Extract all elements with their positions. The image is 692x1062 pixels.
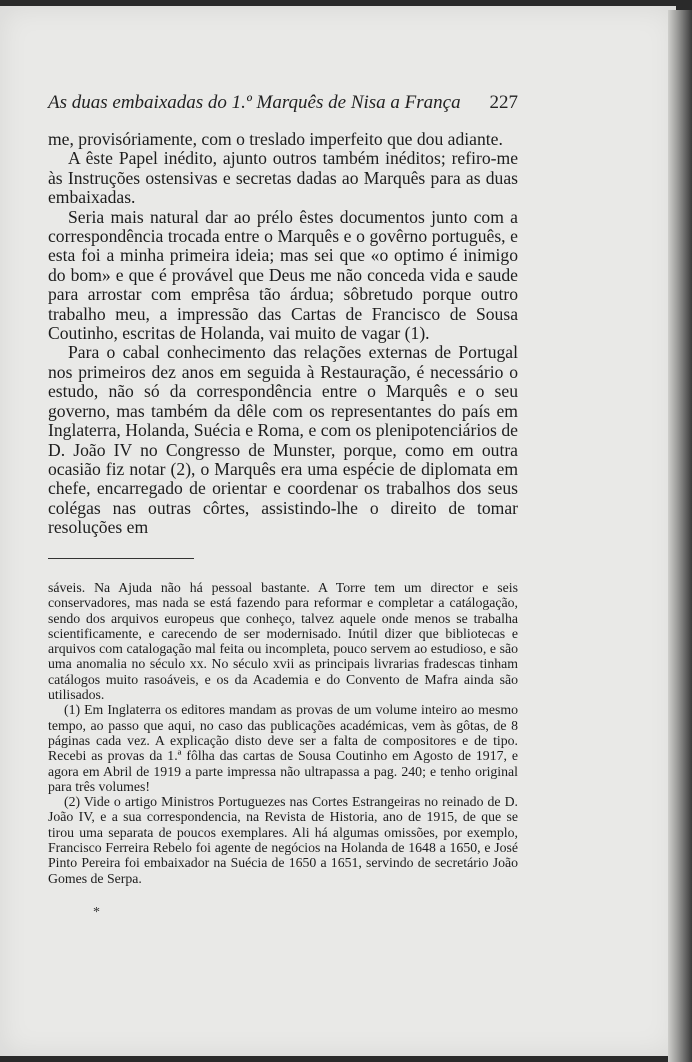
signature-mark: * [93, 905, 100, 920]
footnote-continuation: sáveis. Na Ajuda não há pessoal bastante. A Torre tem um director e seis conservadores, mas nada se está fazendo para reformar e completar a catálogação, sendo dos arquivos europeus que conheço, talvez aquele onde menos se trabalha scientificamente, e carecendo de ser modernisado. Inútil dizer que bibliotecas e arquivos com catalogação mal feita ou incompleta, pouco servem ao estudioso, e são uma anomalia no século xx. No século xvii as principais livrarias fradescas tinham catálogos muito rasoáveis, e os da Academia e do Convento de Mafra ainda são utilisados. [48, 580, 518, 703]
paragraph: Seria mais natural dar ao prélo êstes documentos junto com a correspondência trocada entre o Marquês e o govêrno português, e esta foi a minha primeira ideia; mas sei que «o optimo é inimigo do bom» e que é provável que Deus me não conceda vida e saude para arrostar com emprêsa tão árdua; sôbretudo porque outro trabalho meu, a impressão das Cartas de Francisco de Sousa Coutinho, escritas de Holanda, vai muito de vagar (1). [48, 206, 518, 344]
footnote-rule [48, 558, 194, 559]
footnote-1: (1) Em Inglaterra os editores mandam as provas de um volume inteiro ao mesmo tempo, ao passo que aqui, no caso das publicações académicas, vem às gôtas, de 8 páginas cada vez. A explicação disto deve ser a falta de compositores e de tipo. Recebi as provas da 1.ª fôlha das cartas de Sousa Coutinho em Agosto de 1917, e agora em Abril de 1919 a parte impressa não ultrapassa a pag. 240; e tenho original para três volumes! [48, 702, 518, 794]
main-text [48, 130, 518, 538]
running-title: As duas embaixadas do 1.º Marquês de Nisa a França [48, 92, 461, 113]
paragraph: A êste Papel inédito, ajunto outros também inéditos; refiro-me às Instruções ostensivas e secretas dadas ao Marquês para as duas embaixadas. [48, 148, 518, 208]
page-number: 227 [489, 92, 518, 113]
running-header [48, 92, 518, 114]
footnotes [48, 580, 518, 886]
page-edge [668, 10, 692, 1062]
paragraph-continuation: me, provisóriamente, com o treslado imperfeito que dou adiante. [48, 129, 503, 149]
footnote-2: (2) Vide o artigo Ministros Portuguezes nas Cortes Estrangeiras no reinado de D. João IV, e a sua correspondencia, na Revista de Historia, ano de 1915, de que se tirou uma separata de poucos exemplares. Ali há algumas omissões, por exemplo, Francisco Ferreira Rebelo foi agente de negócios na Holanda de 1648 a 1650, e José Pinto Pereira foi embaixador na Suécia de 1650 a 1651, servindo de secretário João Gomes de Serpa. [48, 794, 518, 886]
paragraph: Para o cabal conhecimento das relações externas de Portugal nos primeiros dez anos em seguida à Restauração, é necessário o estudo, não só da correspondência entre o Marquês e o seu governo, mas também da dêle com os representantes do país em Inglaterra, Holanda, Suécia e Roma, e com os plenipotenciários de D. João IV no Congresso de Munster, porque, como em outra ocasião fiz notar (2), o Marquês era uma espécie de diplomata em chefe, encarregado de orientar e coordenar os trabalhos dos seus colégas nas outras côrtes, assistindo-lhe o direito de tomar resoluções em [48, 342, 518, 538]
